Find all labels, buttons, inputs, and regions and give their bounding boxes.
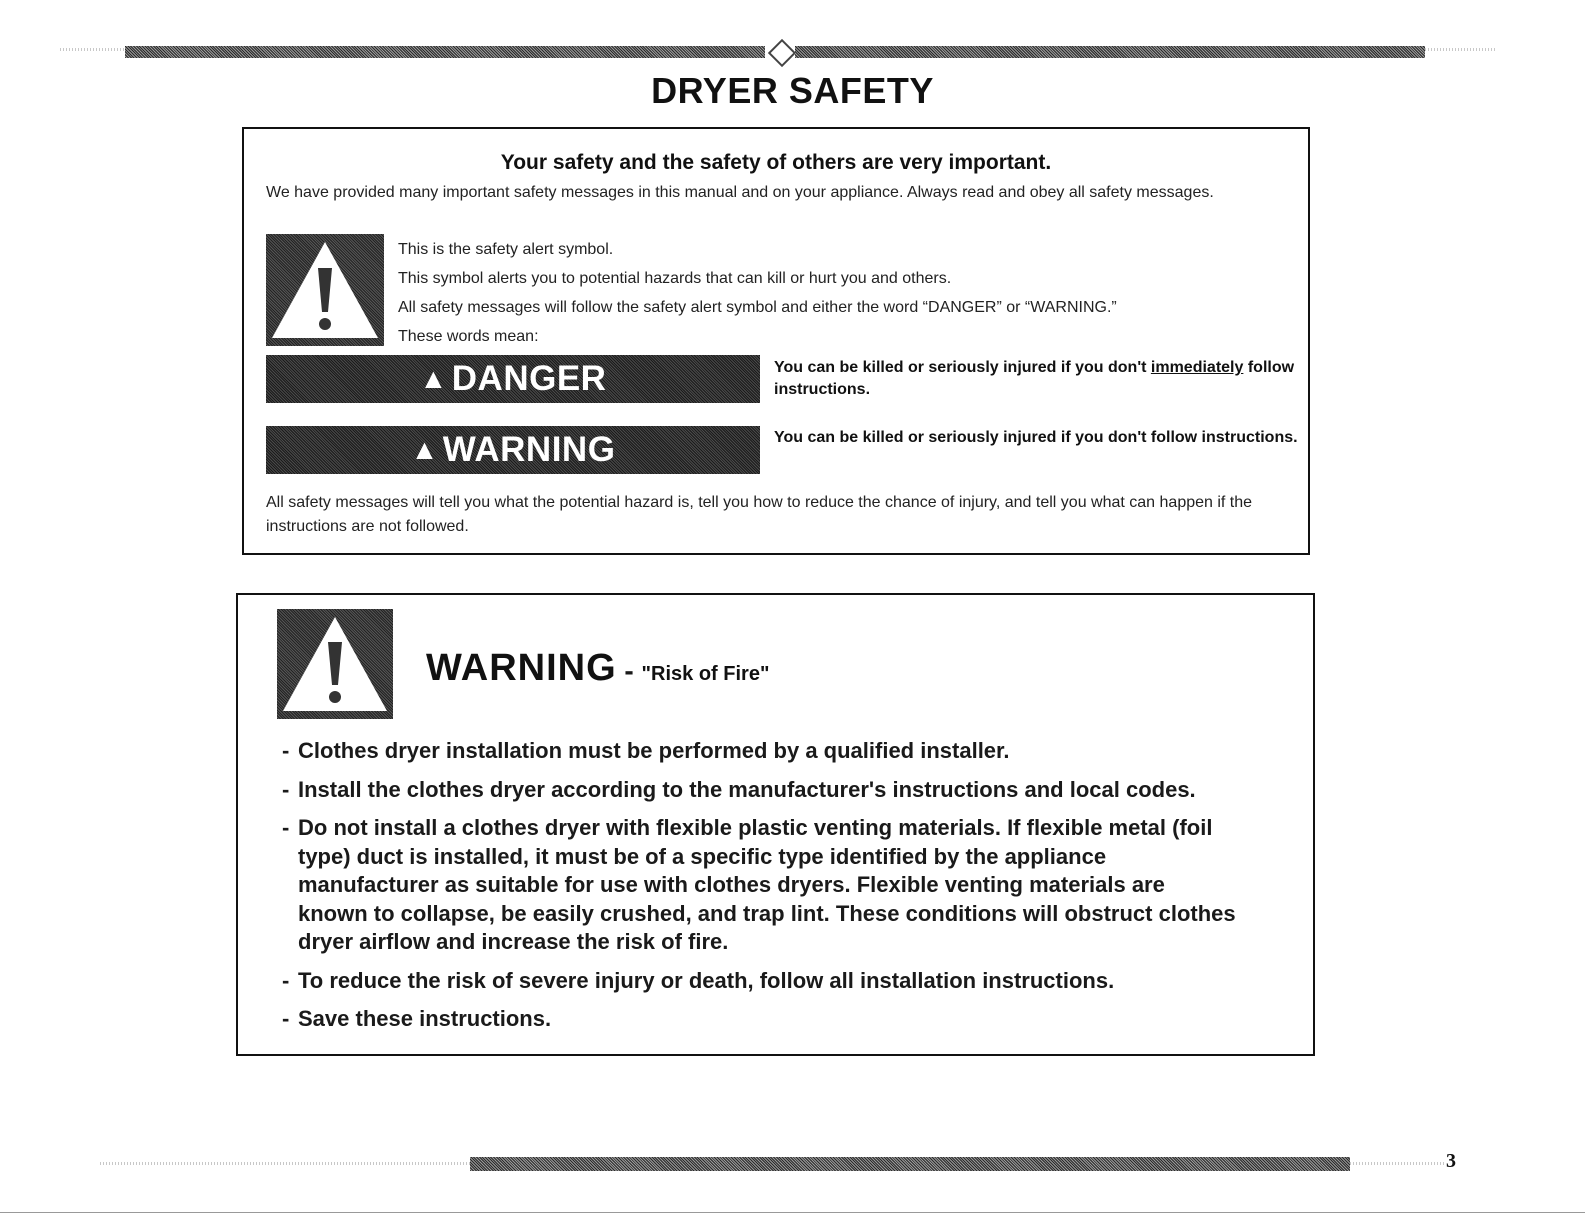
- header-rule-right: [795, 46, 1425, 58]
- safety-closing-text: All safety messages will tell you what the potential hazard is, tell you how to reduce the chance of injury, and tell you what can happen if the instructions are not followed.: [266, 494, 1253, 535]
- header-rule-left: [125, 46, 765, 58]
- danger-label: DANGER: [451, 359, 607, 398]
- symbol-line: All safety messages will follow the safety alert symbol and either the word “DANGER” or “WARNING.”: [398, 299, 1117, 316]
- fire-warning-label: WARNING: [426, 647, 617, 689]
- warning-label: WARNING: [442, 430, 616, 469]
- list-item: - To reduce the risk of severe injury or death, follow all installation instructions.: [282, 967, 1292, 996]
- danger-description: [774, 357, 1299, 401]
- list-item-text: Save these instructions.: [298, 1006, 552, 1031]
- symbol-line: These words mean:: [398, 328, 539, 345]
- warning-signal-bar: [266, 426, 760, 474]
- symbol-line: This is the safety alert symbol.: [398, 241, 614, 258]
- fire-warning-box: [236, 593, 1315, 1056]
- header-rule-faint-right: [1425, 48, 1495, 51]
- header-rule-faint-left: [60, 48, 125, 51]
- safety-intro-text: We have provided many important safety messages in this manual and on your appliance. Always read and obey all safety messages.: [266, 184, 1214, 201]
- footer-rule: [470, 1157, 1350, 1171]
- alert-triangle-icon: ▲: [419, 363, 448, 394]
- danger-signal-bar: [266, 355, 760, 403]
- header-diamond-ornament: [768, 39, 796, 67]
- safety-heading: Your safety and the safety of others are very important.: [500, 151, 1052, 174]
- list-item-text: Install the clothes dryer according to the manufacturer's instructions and local codes.: [298, 776, 1196, 802]
- danger-desc-emphasis: immediately: [1150, 359, 1244, 376]
- page-number: 3: [1446, 1150, 1456, 1172]
- fire-warning-separator: -: [616, 655, 642, 686]
- danger-desc-text-end: follow instructions.: [774, 359, 1295, 398]
- symbol-line: This symbol alerts you to potential hazards that can kill or hurt you and others.: [398, 270, 952, 287]
- fire-warning-subtitle: "Risk of Fire": [641, 663, 770, 685]
- list-item: - Save these instructions.: [282, 1005, 1292, 1034]
- list-item: - Clothes dryer installation must be performed by a qualified installer.: [282, 737, 1292, 766]
- safety-symbol-explanation: [398, 239, 1117, 355]
- page-title: DRYER SAFETY: [651, 70, 934, 111]
- footer-rule-faint-right: [1350, 1162, 1445, 1165]
- list-item: - Do not install a clothes dryer with flexible plastic venting materials. If flexible metal (foil type) duct is installed, it must be of a specific type identified by the appliance manufacturer as suitable for use with clothes dryers. Flexible venting materials are known to collapse, be easily crushed, and trap lint. These conditions will obstruct clothes dryer airflow and increase the risk of fire.: [282, 814, 1292, 957]
- fire-warning-heading: [426, 647, 769, 690]
- fire-warning-list: [282, 737, 1292, 1044]
- footer-rule-faint-left: [100, 1162, 470, 1165]
- warning-description: You can be killed or seriously injured if you don't follow instructions.: [774, 429, 1298, 446]
- safety-alert-triangle-icon: [277, 609, 393, 719]
- danger-desc-text: You can be killed or seriously injured if you don't: [774, 359, 1151, 376]
- alert-triangle-icon: ▲: [410, 434, 439, 465]
- list-item-text: Do not install a clothes dryer with flexible plastic venting materials. If flexible metal (foil type) duct is installed, it must be of a specific type identified by the appliance manufacturer as suitable for use with clothes dryers. Flexible venting materials are known to collapse, be easily crushed, and trap lint. These conditions will obstruct clothes dryer airflow and increase the risk of fire.: [298, 815, 1236, 954]
- list-item-text: Clothes dryer installation must be performed by a qualified installer.: [298, 738, 1010, 763]
- safety-info-box: [242, 127, 1310, 555]
- safety-alert-triangle-icon: [266, 234, 384, 346]
- list-item-text: To reduce the risk of severe injury or death, follow all installation instructions.: [298, 967, 1115, 993]
- list-item: - Install the clothes dryer according to the manufacturer's instructions and local codes.: [282, 776, 1292, 805]
- bottom-edge-line: [0, 1212, 1585, 1213]
